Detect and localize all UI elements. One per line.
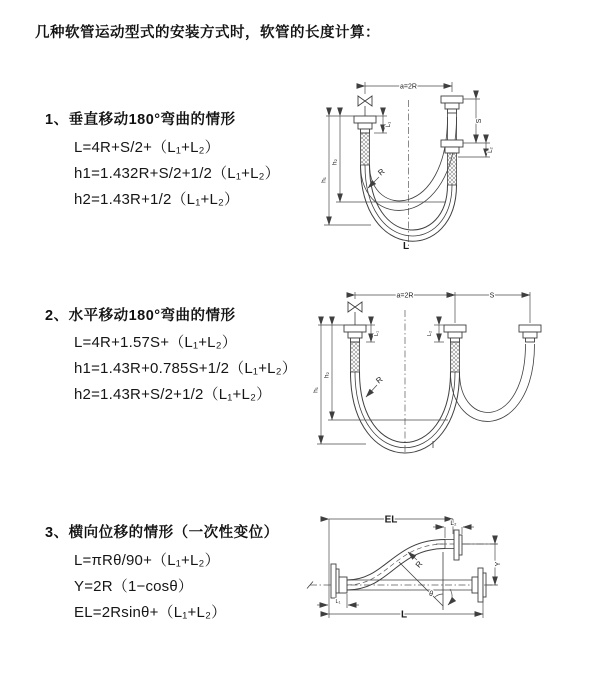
right-fitting-lower (441, 140, 463, 185)
middle-fitting (444, 325, 466, 372)
dimension-l1 (317, 594, 359, 608)
hose-s-curve (347, 540, 445, 591)
section2-formula-h1: h1=1.43R+0.785S+1/2（L₁+L₂） (74, 360, 297, 377)
dim-label-l: L (400, 609, 408, 621)
valve-icon (348, 302, 362, 325)
dim-label-s: S (476, 118, 483, 124)
dim-label-l1: L₁ (335, 599, 341, 605)
radius-callout (366, 375, 385, 397)
dimension-stroke (455, 292, 530, 323)
braid-section (451, 342, 460, 372)
right-fitting (519, 325, 541, 342)
dim-label-span: a=2R (396, 292, 414, 300)
section2-formula-L: L=4R+1.57S+（L₁+L₂） (74, 334, 237, 351)
section2-heading: 2、水平移动180°弯曲的情形 (45, 308, 236, 324)
dimension-h2 (324, 325, 449, 420)
hose-curves (351, 344, 535, 453)
section3-heading: 3、横向位移的情形（一次性变位） (45, 525, 279, 541)
valve-icon (358, 96, 372, 116)
diagram-lateral-displacement (298, 496, 598, 658)
section2-formula-h2: h2=1.43R+S/2+1/2（L₁+L₂） (74, 386, 272, 403)
braid-section (361, 133, 370, 165)
dim-label-h2: h₂ (323, 371, 331, 379)
dimension-stroke (463, 99, 490, 143)
dimension-el (329, 515, 453, 619)
dim-label-h1: h₁ (312, 387, 320, 393)
dim-label-l2: L₂ (427, 330, 433, 337)
dim-label-y: Y (495, 561, 502, 567)
upper-flange (445, 530, 462, 560)
section1-formula-h2: h2=1.43R+1/2（L₁+L₂） (74, 191, 240, 208)
dimension-l1 (366, 325, 380, 342)
dimension-span (365, 82, 452, 94)
radius-label: R (374, 374, 385, 386)
radius-label: R (376, 166, 387, 178)
section3-formula-Y: Y=2R（1−cosθ） (74, 578, 194, 595)
right-fitting-upper (441, 96, 463, 140)
radius-label: R (413, 559, 425, 570)
dim-label-l2: L₂ (450, 520, 457, 527)
dim-label-s: S (489, 292, 495, 300)
angle-label: θ (429, 591, 433, 598)
dim-label-h2: h₂ (331, 158, 339, 166)
diagram-horizontal-180-bend (306, 282, 586, 470)
dim-label-l1: L₁ (374, 331, 380, 336)
left-flange (331, 564, 347, 598)
dimension-l2 (427, 325, 444, 342)
braid-section (448, 153, 457, 185)
radius-construction (399, 552, 452, 610)
dimension-h2 (332, 116, 447, 202)
section1-formula-h1: h1=1.432R+S/2+1/2（L₁+L₂） (74, 165, 280, 182)
section3-formula-L: L=πRθ/90+（L₁+L₂） (74, 552, 220, 569)
diagram-vertical-180-bend (306, 70, 586, 268)
left-fitting (354, 116, 376, 165)
dim-label-l2: L₂ (488, 147, 494, 153)
dim-label-el: EL (384, 514, 398, 526)
section3-formula-EL: EL=2Rsinθ+（L₁+L₂） (74, 604, 227, 621)
dim-label-l1: L₁ (386, 121, 392, 128)
braid-section (351, 342, 360, 372)
length-label: L (402, 241, 410, 252)
dim-label-span: a=2R (400, 83, 417, 91)
dim-label-h1: h₁ (320, 177, 328, 183)
section1-formula-L: L=4R+S/2+（L₁+L₂） (74, 139, 220, 156)
page-title: 几种软管运动型式的安装方式时，软管的长度计算： (35, 25, 380, 41)
dimension-span (355, 292, 455, 323)
dimension-l1 (374, 116, 392, 133)
left-fitting (344, 325, 366, 372)
section1-heading: 1、垂直移动180°弯曲的情形 (45, 112, 236, 128)
dimension-l2 (433, 520, 474, 538)
